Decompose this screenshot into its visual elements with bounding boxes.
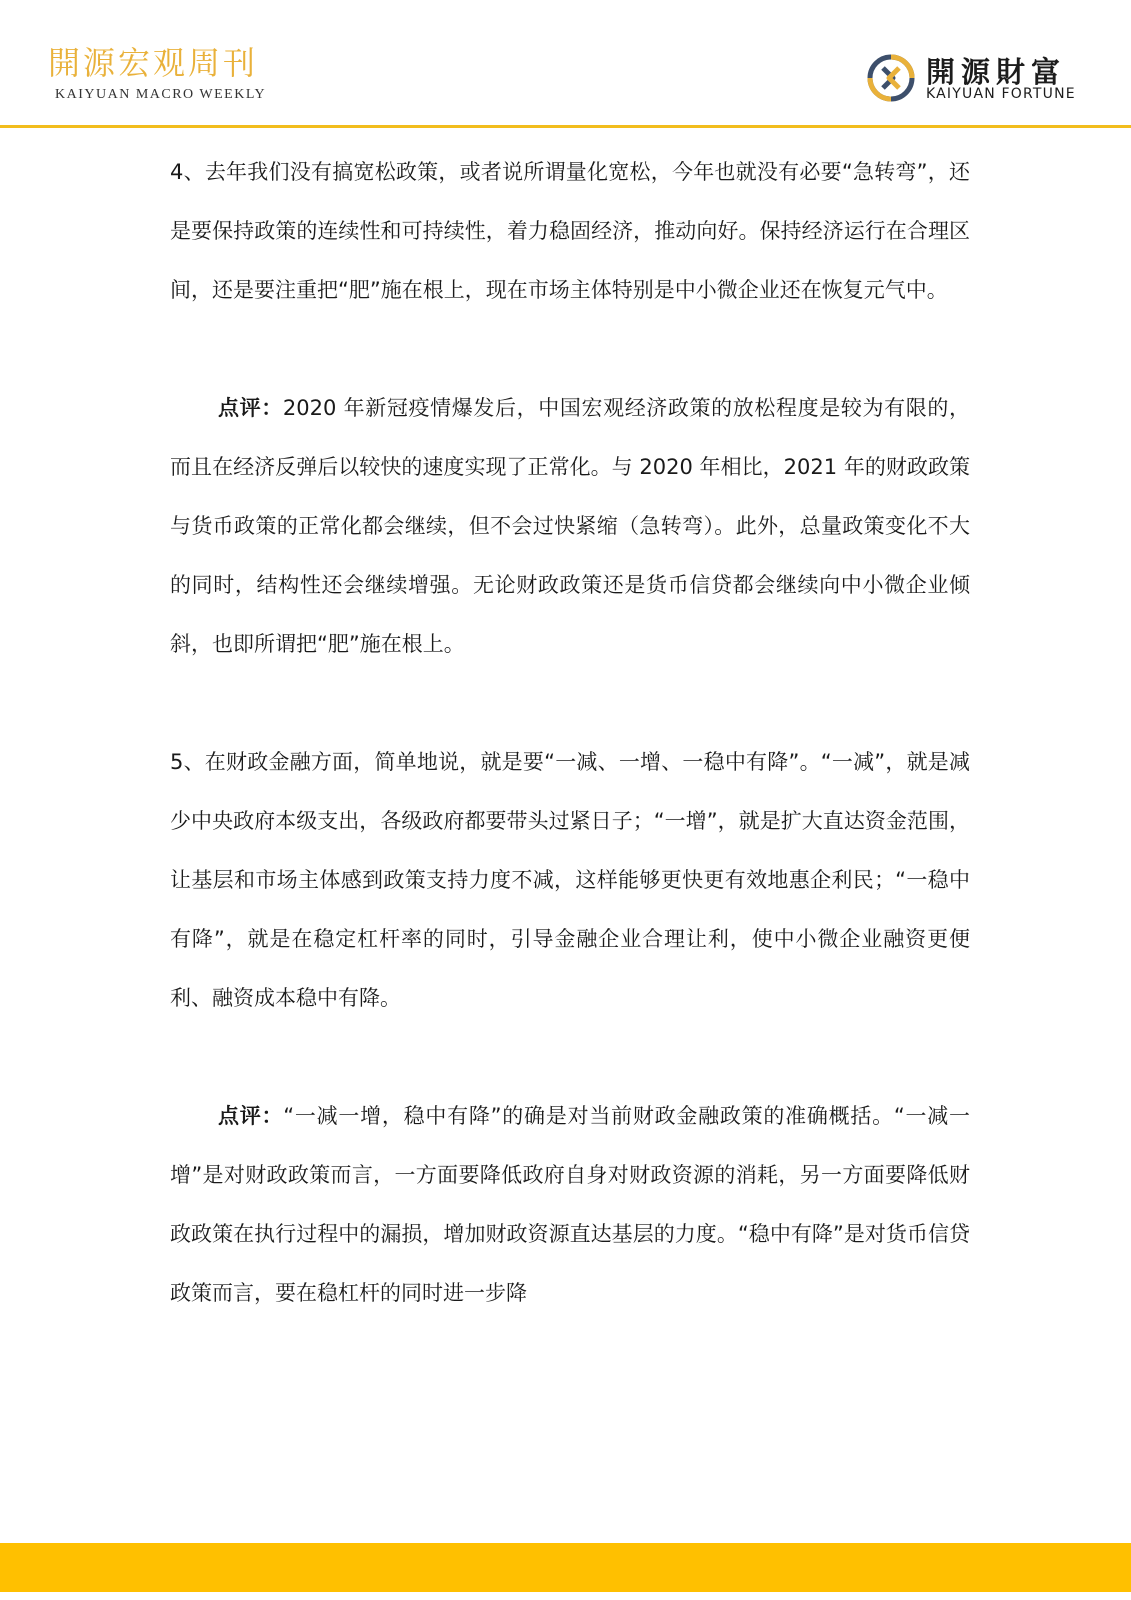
company-name-cn: 開源財富: [926, 55, 1067, 89]
footer-bar: [0, 1543, 1131, 1592]
commentary-text: “一减一增，稳中有降”的确是对当前财政金融政策的准确概括。“一减一增”是对财政政策而言，一方面要降低政府自身对财政资源的消耗，另一方面要降低财政政策在执行过程中的漏损，增加财政资源直达基层的力度。“稳中有降”是对货币信贷政策而言，要在稳杠杆的同时进一步降: [170, 1104, 971, 1305]
policy-point-5: 5、在财政金融方面，简单地说，就是要“一减、一增、一稳中有降”。“一减”，就是减少中央政府本级支出，各级政府都要带头过紧日子；“一增”，就是扩大直达资金范围，让基层和市场主体感到政策支持力度不减，这样能够更快更有效地惠企利民；“一稳中有降”，就是在稳定杠杆率的同时，引导金融企业合理让利，使中小微企业融资更便利、融资成本稳中有降。: [170, 750, 970, 1010]
commentary-2: [170, 1087, 970, 1323]
commentary-label: 点评：: [218, 396, 283, 420]
paragraph-gap: [170, 320, 970, 379]
page-header: [0, 0, 1131, 126]
company-name-en: KAIYUAN FORTUNE: [926, 86, 1076, 102]
policy-point-4: 4、去年我们没有搞宽松政策，或者说所谓量化宽松，今年也就没有必要“急转弯”，还是要保持政策的连续性和可持续性，着力稳固经济，推动向好。保持经济运行在合理区间，还是要注重把“肥”施在根上，现在市场主体特别是中小微企业还在恢复元气中。: [170, 160, 970, 302]
commentary-text: 2020 年新冠疫情爆发后，中国宏观经济政策的放松程度是较为有限的，而且在经济反弹后以较快的速度实现了正常化。与 2020 年相比，2021 年的财政政策与货币政策的正常化都会继续，但不会过快紧缩（急转弯）。此外，总量政策变化不大的同时，结构性还会继续增强。无论财政政策还是货币信贷都会继续向中小微企业倾斜，也即所谓把“肥”施在根上。: [170, 396, 971, 656]
paragraph-gap: [170, 674, 970, 733]
kaiyuan-logo-icon: [866, 53, 916, 103]
article-body: [170, 143, 970, 1323]
header-divider: [0, 125, 1131, 128]
publication-title: 開源宏观周刊: [48, 44, 259, 82]
commentary-label: 点评：: [218, 1104, 284, 1128]
commentary-1: [170, 379, 970, 674]
paragraph-gap: [170, 1028, 970, 1087]
publication-subtitle: KAIYUAN MACRO WEEKLY: [55, 87, 267, 102]
